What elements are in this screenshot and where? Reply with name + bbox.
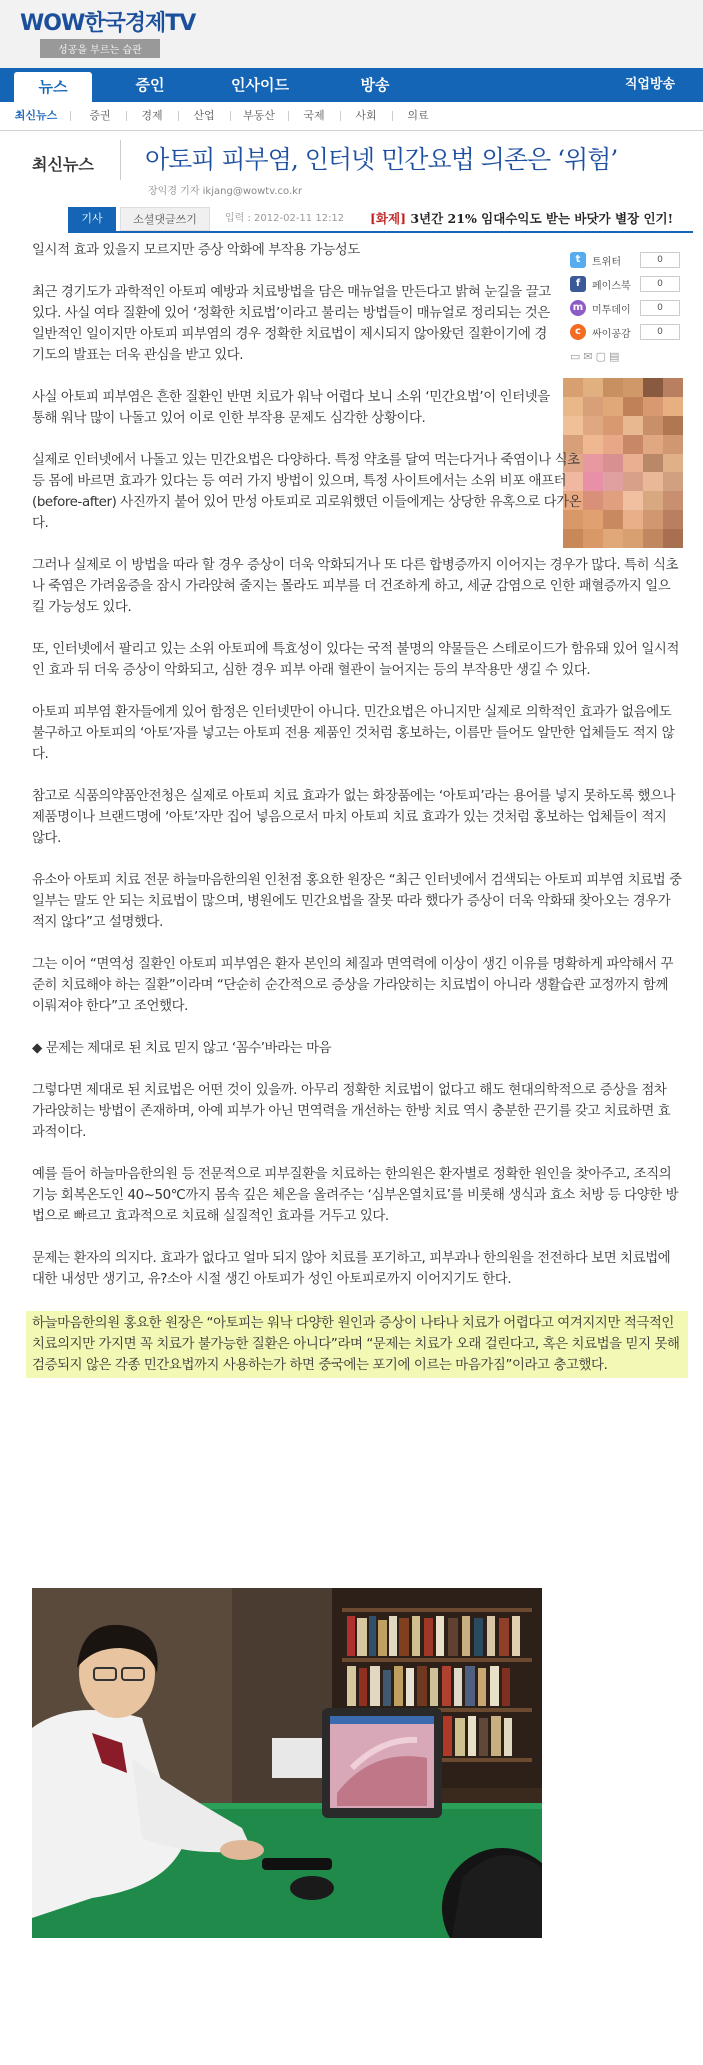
nav-job-broadcast[interactable]: 직업방송 <box>624 77 676 92</box>
subnav-stocks[interactable]: 증권 <box>89 109 111 122</box>
site-logo[interactable] <box>20 6 200 56</box>
article-paragraph: 문제는 환자의 의지다. 효과가 없다고 얼마 되지 않아 치료를 포기하고, 피부과나 한의원을 전전하다 보면 치료법에 대한 내성만 생기고, 유?소아 시절 생긴 아토피가 성인 아토피로까지 이어지기도 한다. <box>32 1251 671 1287</box>
subnav-medical[interactable]: 의료 <box>407 109 429 122</box>
top-header <box>0 0 703 69</box>
share-count: 0 <box>640 252 680 268</box>
share-label: 싸이공감 <box>592 329 631 340</box>
article-title: 아토피 피부염, 인터넷 민간요법 의존은 ‘위험’ <box>145 145 618 174</box>
article-paragraph: 예를 들어 하늘마음한의원 등 전문적으로 피부질환을 치료하는 한의원은 환자별로 정확한 원인을 찾아주고, 조직의 기능 회복온도인 40~50℃까지 몸속 깊은 체온을 올려주는 ‘심부온열치료’를 비롯해 생식과 효소 처방 등 다양한 방법으로 빠르고 효과적으로 치료해 실질적인 효과를 거두고 있다. <box>32 1167 679 1224</box>
subnav-international[interactable]: 국제 <box>303 109 325 122</box>
highlighted-quote: 하늘마음한의원 홍요한 원장은 “아토피는 워낙 다양한 원인과 증상이 나타나 치료가 어렵다고 여겨지지만 적극적인 치료의지만 가지면 꼭 치료가 불가능한 질환은 아니다”라며 “문제는 치료가 오래 걸린다고, 혹은 치료법을 믿지 못해 검증되지 않은 각종 민간요법까지 사용하는가 하면 중국에는 포기에 이르는 마음가짐”이라고 충고했다. <box>26 1311 688 1378</box>
article-photo <box>32 1588 542 1938</box>
article-paragraph: 참고로 식품의약품안전청은 실제로 아토피 치료 효과가 없는 화장품에는 ‘아토피’라는 용어를 넣지 못하도록 했으나 제품명이나 브랜드명에 ‘아토’자만 집어 넣음으로서 마치 아토피 치료 효과가 있는 것처럼 홍보하는 업체들이 적지 않다. <box>32 789 676 846</box>
article-paragraph: 아토피 피부염 환자들에게 있어 함정은 인터넷만이 아니다. 민간요법은 아니지만 실제로 의학적인 효과가 없음에도 불구하고 아토피의 ‘아토’자를 넣고는 아토피 전용 제품인 것처럼 홍보하는, 이름만 들어도 알만한 업체들도 적지 않다. <box>32 705 675 762</box>
title-divider <box>120 140 121 180</box>
article-subtitle: 일시적 효과 있을지 모르지만 증상 악화에 부작용 가능성도 <box>32 243 360 258</box>
section-label: 최신뉴스 <box>32 155 94 174</box>
article-byline: 장익경 기자 ikjang@wowtv.co.kr <box>148 186 303 197</box>
font-size-icon[interactable]: ▢ <box>595 350 610 363</box>
nav-news[interactable]: 뉴스 <box>14 72 92 102</box>
share-count: 0 <box>640 300 680 316</box>
facebook-icon: f <box>570 276 586 292</box>
main-nav <box>0 68 703 102</box>
article-date: 입력 : 2012-02-11 12:12 <box>225 213 345 224</box>
subnav-economy[interactable]: 경제 <box>141 109 163 122</box>
article-paragraph: 실제로 인터넷에서 나돌고 있는 민간요법은 다양하다. 특정 약초를 달여 먹는다거나 죽염이나 식초 등 몸에 바르면 효과가 있다는 등 여러 가지 방법이 있으며, 특정 사이트에서는 소위 비포 애프터(before-after) 사진까지 붙어 있어 만성 아토피로 괴로워했던 이들에게는 상당한 유혹으로 다가온다. <box>32 453 582 531</box>
promo-text: 3년간 21% 임대수익도 받는 바닷가 별장 인기! <box>410 211 674 226</box>
promo-link[interactable] <box>370 207 673 231</box>
article-paragraph: 사실 아토피 피부염은 흔한 질환인 반면 치료가 워낙 어렵다 보니 소위 ‘민간요법’이 인터넷을 통해 워낙 많이 나돌고 있어 이로 인한 부작용 문제도 심각한 상황이다. <box>32 390 550 426</box>
article-subheading: ◆ 문제는 제대로 된 치료 믿지 않고 ‘꼼수’바라는 마음 <box>32 1041 332 1056</box>
share-label: 미투데이 <box>592 305 631 316</box>
print-icon[interactable]: ▭ <box>570 350 584 363</box>
share-count: 0 <box>640 276 680 292</box>
tab-article[interactable]: 기사 <box>68 207 116 231</box>
subnav-latest[interactable]: 최신뉴스 <box>14 109 58 122</box>
promo-tag: [화제] <box>370 211 406 226</box>
article-paragraph: 그는 이어 “면역성 질환인 아토피 피부염은 환자 본인의 체질과 면역력에 이상이 생긴 이유를 명확하게 파악해서 꾸준히 치료해야 하는 질환”이라며 “단순히 순간적으로 증상을 가라앉히는 치료법이 아니라 생활습관 교정까지 함께 이뤄져야 한다”고 조언했다. <box>32 957 674 1014</box>
subnav-realestate[interactable]: 부동산 <box>243 109 275 122</box>
nav-inside[interactable]: 인사이드 <box>231 76 289 94</box>
article-paragraph: 최근 경기도가 과학적인 아토피 예방과 치료방법을 담은 매뉴얼을 만든다고 밝혀 눈길을 끌고 있다. 사실 여타 질환에 있어 ‘정확한 치료법’이라고 불리는 방법들이 매뉴얼로 정리되는 것은 일반적인 일이지만 아토피 피부염의 경우 정확한 치료법이 제시되지 않아왔던 질환이기에 경기도의 발표는 더욱 관심을 받고 있다. <box>32 285 551 363</box>
share-count: 0 <box>640 324 680 340</box>
logo-slogan: 성공을 부르는 습관 <box>40 39 160 58</box>
email-icon[interactable]: ✉ <box>583 350 596 363</box>
article-paragraph: 그렇다면 제대로 된 치료법은 어떤 것이 있을까. 아무리 정확한 치료법이 없다고 해도 현대의학적으로 증상을 점차 가라앉히는 방법이 존재하며, 아예 피부가 아닌 면역력을 개선하는 한방 치료 역시 충분한 끈기를 갖고 치료하면 효과적이다. <box>32 1083 671 1140</box>
scrap-icon[interactable]: ▤ <box>609 350 623 363</box>
article-paragraph: 그러나 실제로 이 방법을 따라 할 경우 증상이 더욱 악화되거나 또 다른 합병증까지 이어지는 경우가 많다. 특히 식초나 죽염은 가려움증을 잠시 가라앉혀 줄지는 몰라도 피부를 더 건조하게 하고, 세균 감염으로 인한 패혈증까지 일으킬 가능성도 있다. <box>32 558 679 615</box>
subnav-society[interactable]: 사회 <box>355 109 377 122</box>
nav-broadcast[interactable]: 방송 <box>360 76 390 94</box>
tab-social-comment[interactable]: 소셜댓글쓰기 <box>120 207 210 231</box>
me2day-icon: m <box>570 300 586 316</box>
subnav-industry[interactable]: 산업 <box>193 109 215 122</box>
share-label: 트위터 <box>592 257 621 268</box>
logo-text: WOW한국경제TV <box>20 11 196 36</box>
article-tabs <box>68 207 693 233</box>
cyworld-icon: c <box>570 324 586 340</box>
twitter-icon: t <box>570 252 586 268</box>
sub-nav <box>0 102 703 131</box>
article-paragraph: 유소아 아토피 치료 전문 하늘마음한의원 인천점 홍요한 원장은 “최근 인터넷에서 검색되는 아토피 피부염 치료법 중 일부는 말도 안 되는 치료법이 많으며, 병원에도 민간요법을 잘못 따라 했다가 증상이 더욱 악화돼 찾아오는 경우가 적지 않다”고 설명했다. <box>32 873 682 930</box>
article-body <box>32 240 682 1399</box>
nav-stocks[interactable]: 증인 <box>135 76 165 94</box>
article-paragraph: 또, 인터넷에서 팔리고 있는 소위 아토피에 특효성이 있다는 국적 불명의 약물들은 스테로이드가 함유돼 있어 일시적인 효과 뒤 더욱 증상이 악화되고, 심한 경우 피부 아래 혈관이 늘어지는 등의 부작용만 생길 수 있다. <box>32 642 680 678</box>
share-label: 페이스북 <box>592 281 631 292</box>
